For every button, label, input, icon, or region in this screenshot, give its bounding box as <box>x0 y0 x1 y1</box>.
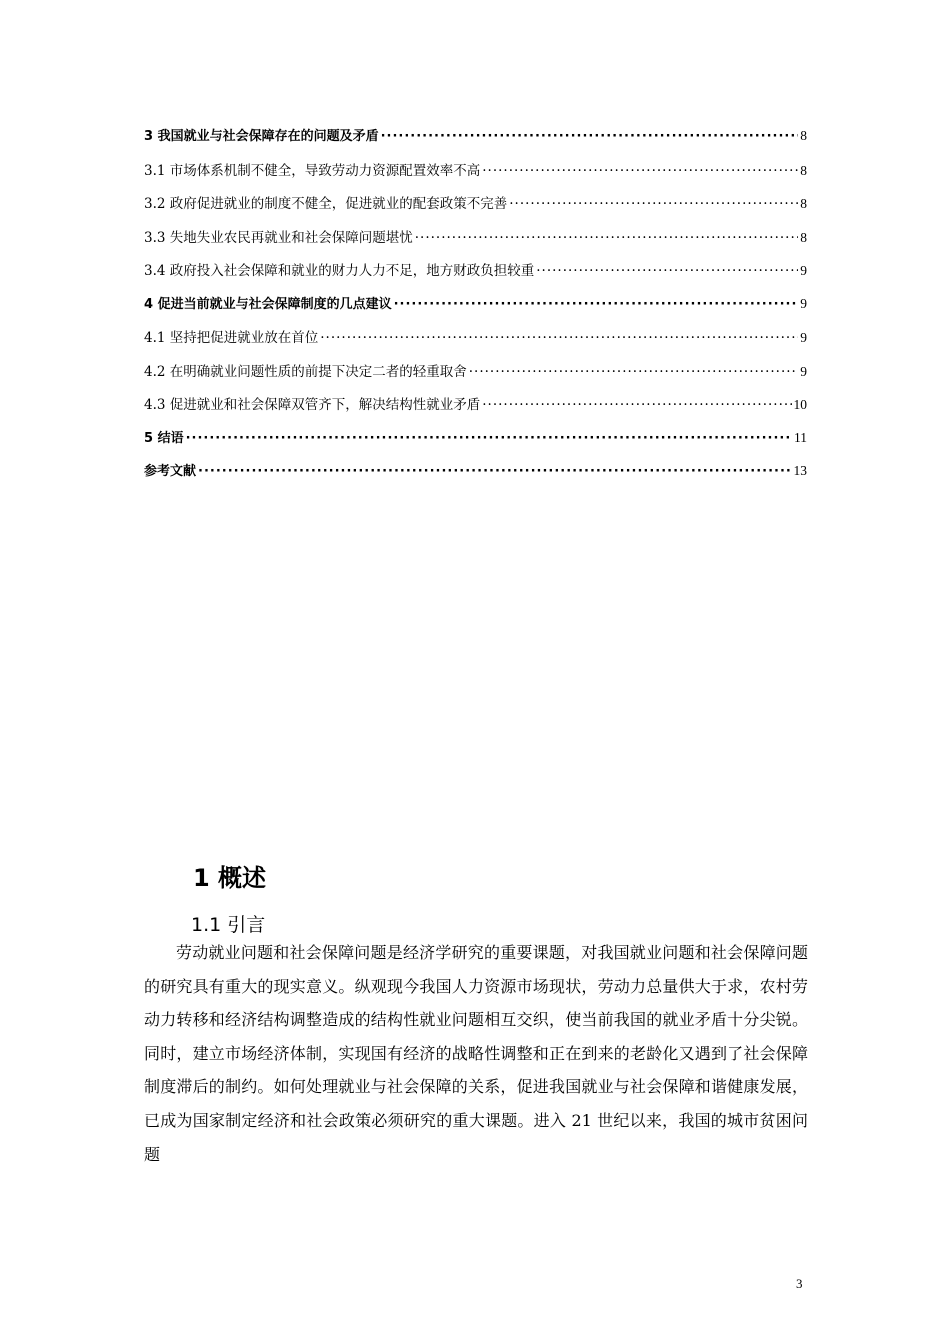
toc-entry-title: 4.3 促进就业和社会保障双管齐下，解决结构性就业矛盾 <box>144 397 481 413</box>
toc-entry[interactable] <box>144 427 807 461</box>
toc-entry-title: 4 促进当前就业与社会保障制度的几点建议 <box>144 296 392 312</box>
toc-leader-dots <box>482 397 791 413</box>
toc-entry-title: 3 我国就业与社会保障存在的问题及矛盾 <box>144 129 379 144</box>
toc-leader-dots <box>536 263 798 279</box>
toc-entry-page: 9 <box>800 263 807 278</box>
toc-entry-page: 8 <box>800 162 807 178</box>
toc-entry-page: 11 <box>794 429 807 445</box>
toc-entry[interactable] <box>144 360 807 394</box>
toc-entry[interactable] <box>144 259 807 293</box>
toc-leader-dots <box>381 129 799 144</box>
subsection-heading: 1.1 引言 <box>191 914 266 936</box>
toc-entry-page: 9 <box>800 363 807 379</box>
toc-leader-dots <box>394 297 799 312</box>
toc-entry-page: 9 <box>800 330 807 345</box>
toc-leader-dots <box>198 464 791 479</box>
toc-entry-page: 9 <box>800 295 807 311</box>
toc-entry-title: 3.3 失地失业农民再就业和社会保障问题堪忧 <box>144 229 413 246</box>
toc-entry-page: 8 <box>800 196 807 211</box>
toc-entry[interactable] <box>144 293 807 327</box>
toc-entry-title: 3.4 政府投入社会保障和就业的财力人力不足，地方财政负担较重 <box>144 263 535 279</box>
toc-entry-title: 4.2 在明确就业问题性质的前提下决定二者的轻重取舍 <box>144 363 467 380</box>
toc-entry[interactable] <box>144 159 807 193</box>
toc-entry[interactable] <box>144 226 807 260</box>
toc-entry[interactable] <box>144 192 807 226</box>
toc-entry-page: 13 <box>793 463 807 478</box>
toc-entry-title: 3.1 市场体系机制不健全，导致劳动力资源配置效率不高 <box>144 162 481 179</box>
toc-entry-title: 5 结语 <box>144 430 184 446</box>
toc-entry[interactable] <box>144 393 807 427</box>
page-number: 3 <box>796 1276 803 1291</box>
section-heading: 1 概述 <box>193 864 267 892</box>
table-of-contents <box>144 125 807 494</box>
toc-entry[interactable] <box>144 460 807 494</box>
toc-entry-page: 8 <box>800 229 807 245</box>
toc-leader-dots <box>469 364 798 380</box>
toc-leader-dots <box>482 163 798 179</box>
toc-leader-dots <box>320 330 798 346</box>
body-paragraph: 劳动就业问题和社会保障问题是经济学研究的重要课题，对我国就业问题和社会保障问题的研究具有重大的现实意义。纵观现今我国人力资源市场现状，劳动力总量供大于求，农村劳动力转移和经济结构调整造成的结构性就业问题相互交织，使当前我国的就业矛盾十分尖锐。同时，建立市场经济体制，实现国有经济的战略性调整和正在到来的老龄化又遇到了社会保障制度滞后的制约。如何处理就业与社会保障的关系，促进我国就业与社会保障和谐健康发展，已成为国家制定经济和社会政策必须研究的重大课题。进入 21 世纪以来，我国的城市贫困问题 <box>144 943 808 1164</box>
toc-entry-title: 参考文献 <box>144 464 197 479</box>
toc-entry-title: 4.1 坚持把促进就业放在首位 <box>144 330 319 346</box>
toc-leader-dots <box>509 196 798 212</box>
toc-entry-page: 8 <box>800 128 807 143</box>
toc-entry[interactable] <box>144 326 807 360</box>
toc-entry-page: 10 <box>793 397 807 412</box>
toc-leader-dots <box>415 230 798 246</box>
toc-entry-title: 3.2 政府促进就业的制度不健全，促进就业的配套政策不完善 <box>144 196 508 212</box>
toc-entry[interactable] <box>144 125 807 159</box>
toc-leader-dots <box>186 431 792 446</box>
